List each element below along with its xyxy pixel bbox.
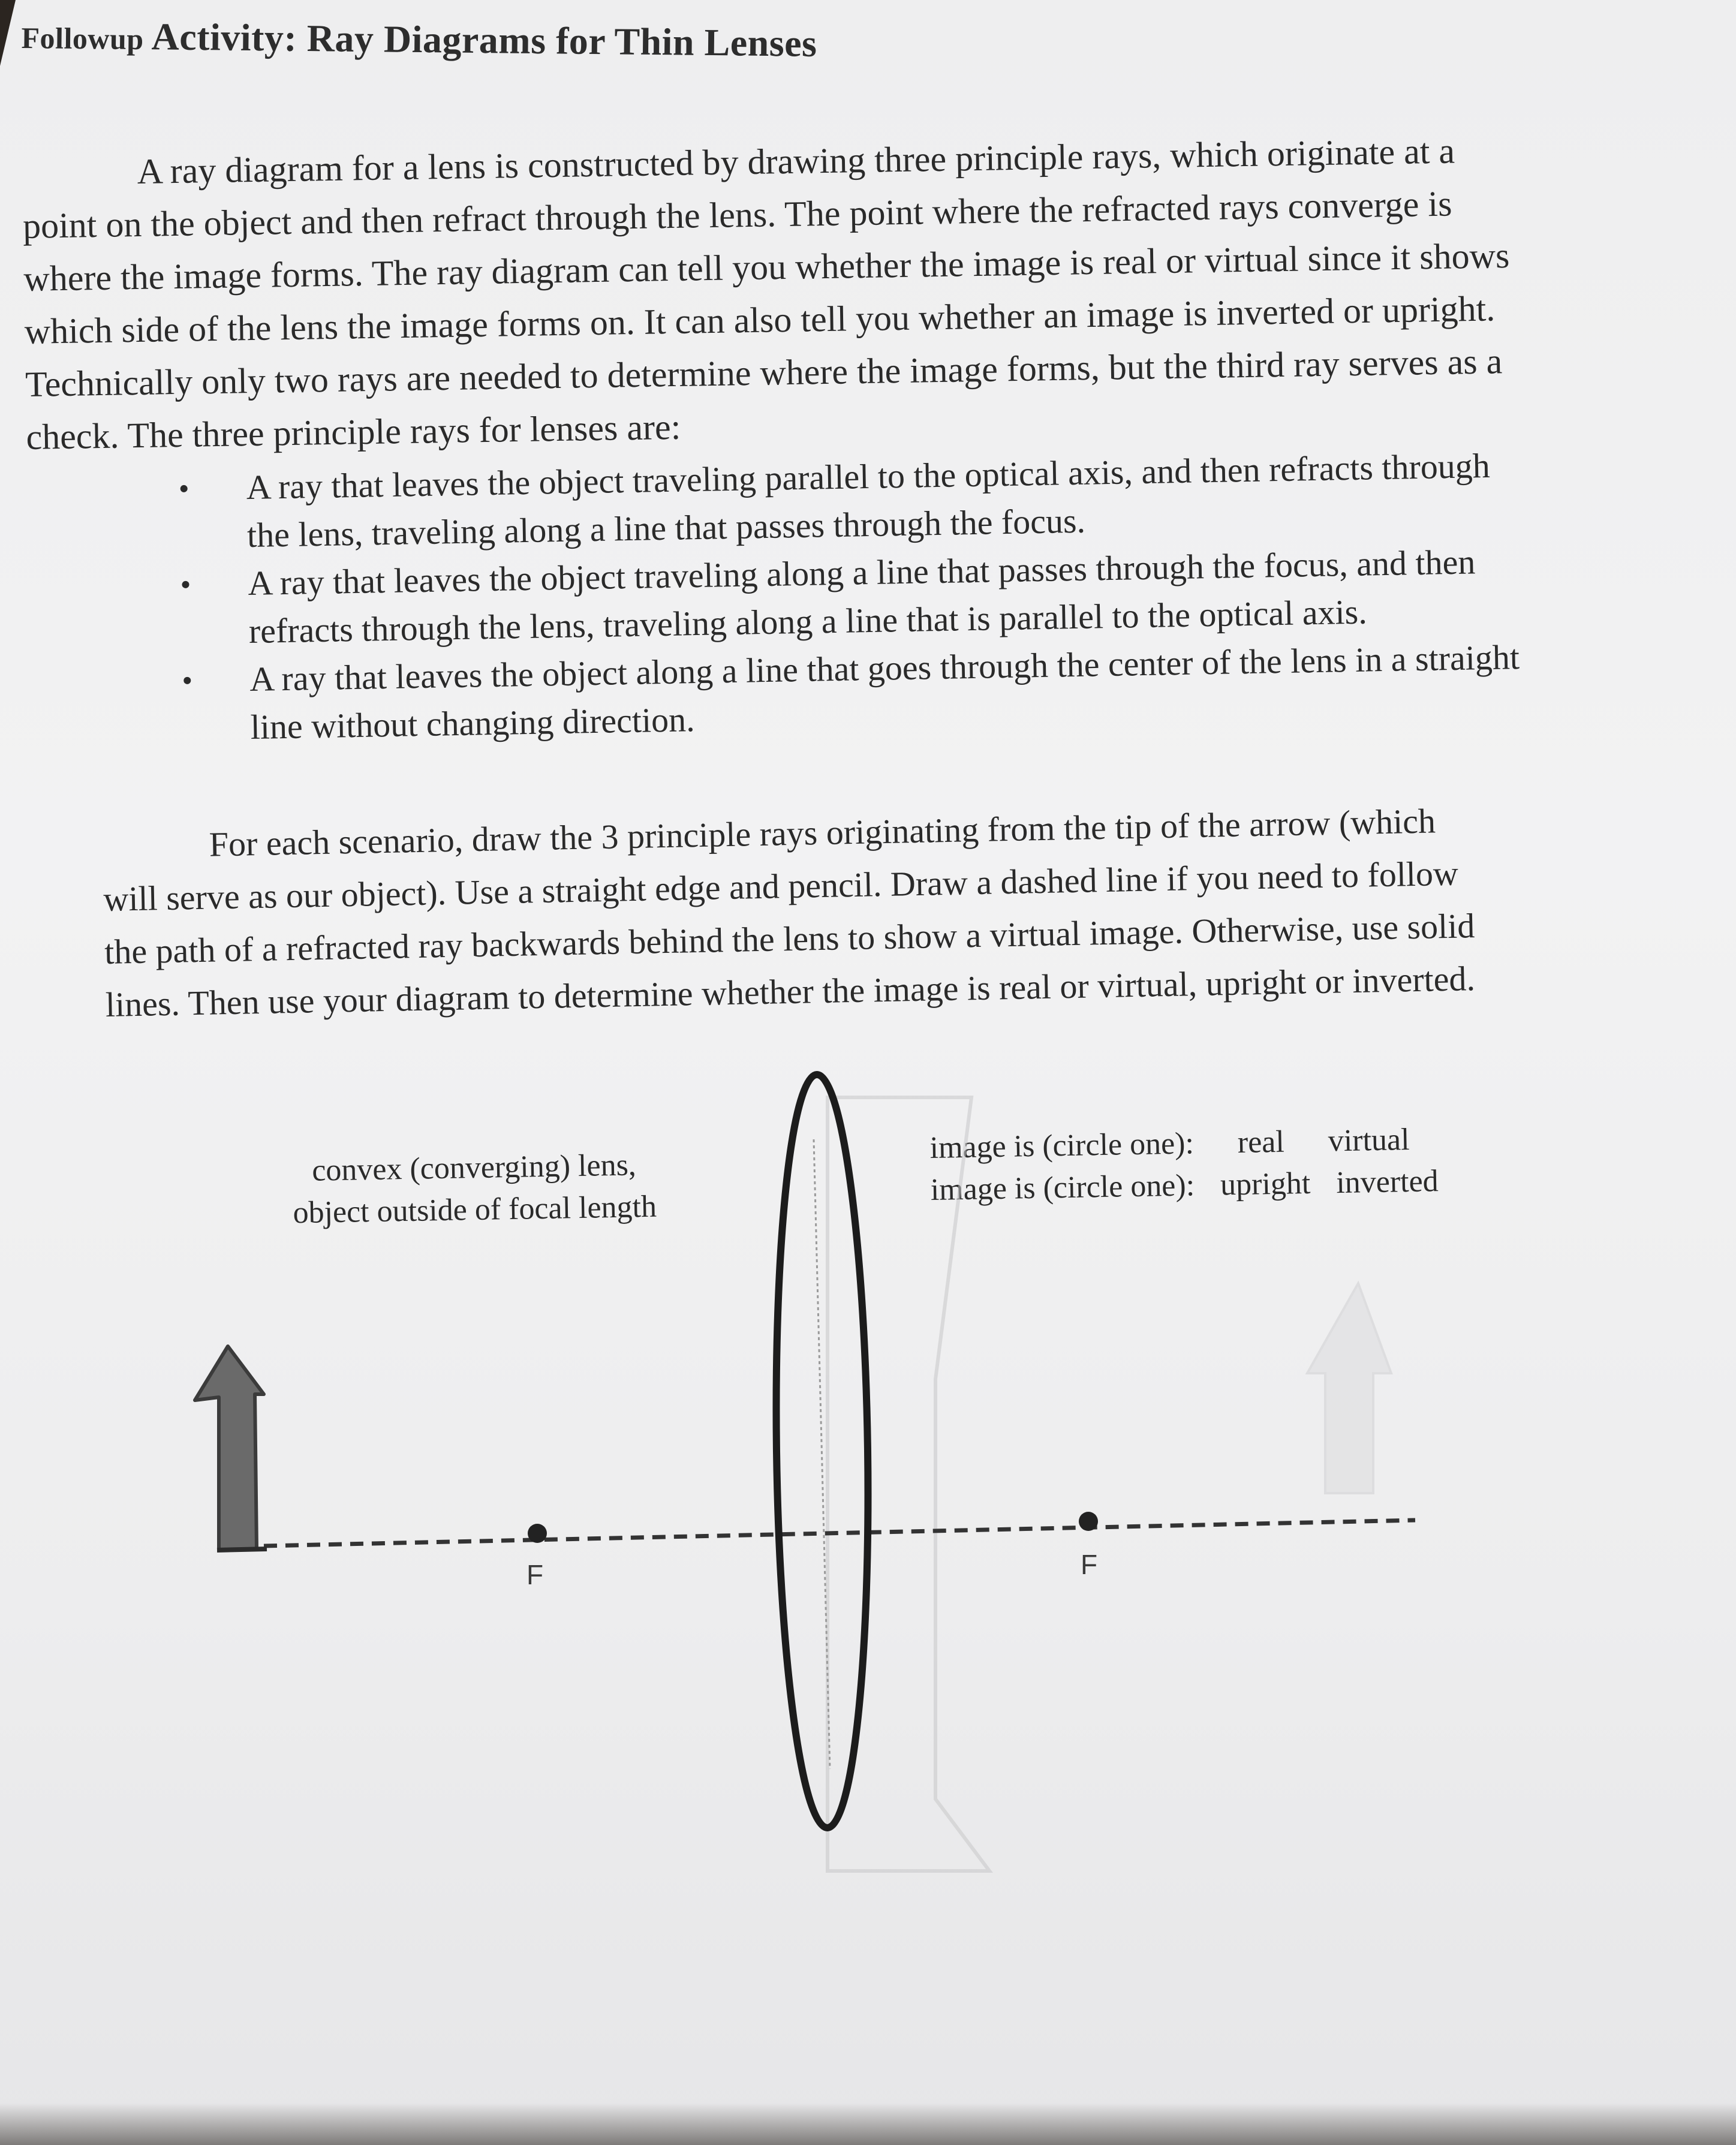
principle-ray-1: A ray that leaves the object traveling parallel to the optical axis, and then refracts through the lens, traveling along a line that passes through the focus. [246, 446, 1491, 555]
option-real[interactable]: real [1237, 1124, 1285, 1160]
object-arrow[interactable] [195, 1346, 264, 1550]
principle-ray-3: A ray that leaves the object along a line that goes through the center of the lens in a straight line without changing direction. [249, 637, 1520, 747]
option-virtual[interactable]: virtual [1328, 1123, 1410, 1159]
scenario-line-2: object outside of focal length [293, 1189, 657, 1231]
answer-prompt-1: image is (circle one): [929, 1126, 1195, 1165]
bottom-edge-shadow [0, 2103, 1736, 2145]
instructions-paragraph: For each scenario, draw the 3 principle rays originating from the tip of the arrow (which will serve as our object). Use a straight edge and pencil. Draw a dashed line if you need to follow the path of a refracted ray backwards behind the lens to show a virtual image. Otherwise, use solid lines. Then use your diagram to determine whether the image is real or virtual, upright or inverted. [103, 801, 1476, 1024]
answer-prompt-2: image is (circle one): [930, 1168, 1195, 1207]
title-rest: Activity: Ray Diagrams for Thin Lenses [143, 15, 817, 65]
option-inverted[interactable]: inverted [1335, 1164, 1439, 1201]
scenario-line-1: convex (converging) lens, [311, 1148, 637, 1188]
principle-ray-2: A ray that leaves the object traveling along a line that passes through the focus, and then refracts through the lens, traveling along a line that is parallel to the optical axis. [247, 542, 1476, 651]
option-upright[interactable]: upright [1220, 1166, 1311, 1202]
object-base [217, 1549, 267, 1550]
show-through-marks [828, 1097, 1391, 1871]
show-through-arrow [1307, 1283, 1391, 1493]
intro-paragraph: A ray diagram for a lens is constructed by drawing three principle rays, which originate at a point on the object and then refract through the lens. The point where the refracted rays converge is where the image forms. The ray diagram can tell you whether the image is real or virtual since it shows which side of the lens the image forms on. It can also tell you whether an image is inverted or upright. Technically only two rays are needed to determine where the image forms, but the third ray serves as a check. The three principle rays for lenses are: [22, 131, 1510, 457]
optical-axis [264, 1520, 1415, 1546]
title-lead: Followup [21, 20, 144, 56]
focal-label-left: F [526, 1559, 544, 1590]
focal-point-left [528, 1524, 547, 1543]
focal-point-right [1079, 1512, 1098, 1531]
focal-label-right: F [1081, 1549, 1098, 1580]
